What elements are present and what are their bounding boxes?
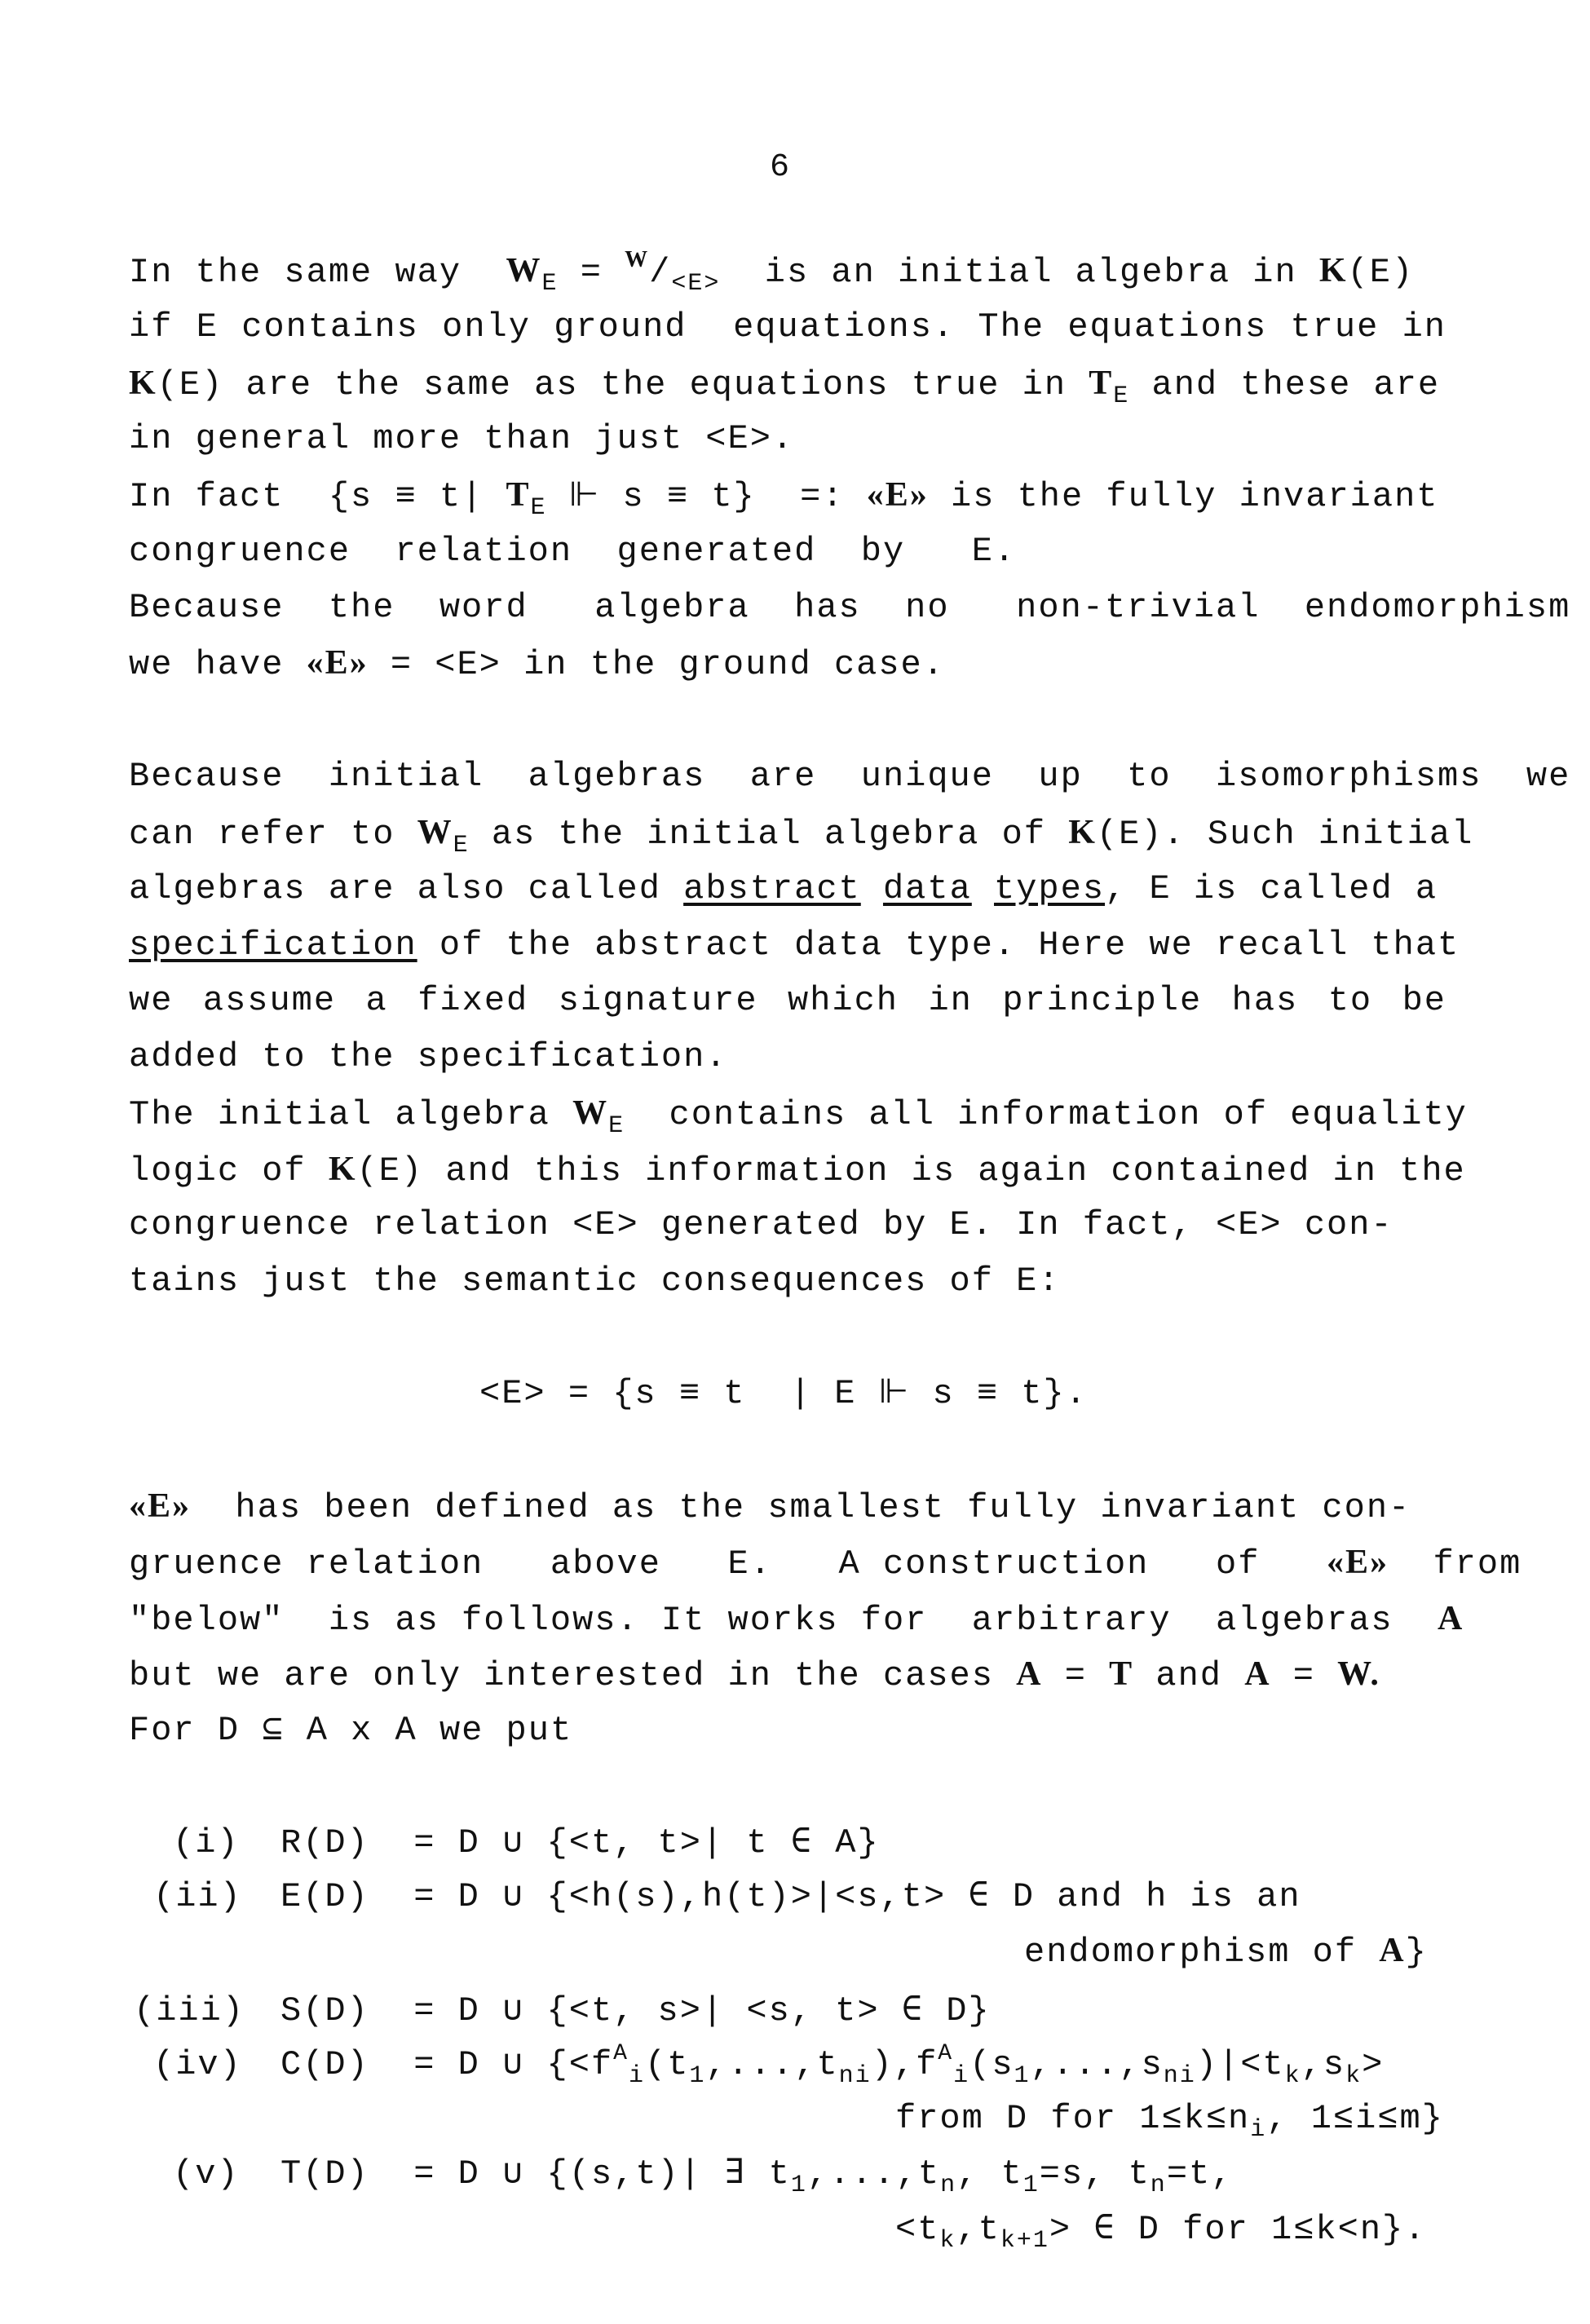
p1-line-4: in general more than just <E>. [129, 419, 795, 458]
p3-line-2: gruence relation above E. A construction of «E» from [129, 1544, 1522, 1584]
display-formula: <E> = {s ≡ t | E ⊩ s ≡ t}. [479, 1374, 1088, 1413]
rule-ii-cont: endomorphism of A} [1024, 1932, 1428, 1972]
p1-line-1: In the same way $W_E = ^W/_{<E>}$ is an initial algebra in K(E) [129, 247, 1415, 298]
rule-v-cont: $<t_k,t_{k+1}>$ ∈ D for 1≤k<n}. [895, 2210, 1427, 2255]
p1-line-6: congruence relation generated by E. [129, 532, 1017, 571]
rule-i-body: R(D) = D ∪ {<t, t>| t ∈ A} [280, 1823, 880, 1862]
rule-iv-body: C(D) = D ∪ {$<f^A_i(t_1,...,t_{ni}),f^A_i(s_1,...,s_{ni})|<t_k,s_k>$ [280, 2041, 1385, 2090]
rule-i-label: (i) [173, 1823, 240, 1862]
p2-line-9: congruence relation <E> generated by E. In fact, <E> con- [129, 1205, 1393, 1244]
p1-line-3: K(E) are the same as the equations true in $T_E$ and these are [129, 365, 1441, 410]
p2-line-4: specification of the abstract data type. Here we recall that [129, 926, 1460, 965]
p3-line-5: For D ⊆ A x A we put [129, 1711, 573, 1750]
rule-iv-cont: from D for $1\le k\le n_i$, 1≤i≤m} [895, 2099, 1444, 2144]
p1-line-8: we have «E» = <E> in the ground case. [129, 644, 945, 684]
p3-line-1: «E» has been defined as the smallest fully invariant con- [129, 1487, 1411, 1527]
p1-line-7: Because the word algebra has no non-trivial endomorphism [129, 588, 1571, 627]
p2-line-3: algebras are also called abstract data types, E is called a [129, 869, 1438, 908]
p2-line-5: we assume a fixed signature which in principle has to be [129, 981, 1446, 1020]
p2-line-1: Because initial algebras are unique up to isomorphisms we [129, 757, 1571, 796]
p2-line-10: tains just the semantic consequences of E: [129, 1261, 1061, 1301]
p2-line-8: logic of K(E) and this information is again contained in the [129, 1151, 1466, 1191]
p1-line-5: In fact {s ≡ t| $T_E$ ⊩ s ≡ t} =: «E» is the fully invariant [129, 476, 1439, 522]
p2-line-2: can refer to $W_E$ as the initial algebra of K(E). Such initial [129, 814, 1474, 859]
page-number: 6 [770, 149, 790, 186]
p2-line-7: The initial algebra $W_E$ contains all information of equality [129, 1094, 1468, 1140]
rule-iii-body: S(D) = D ∪ {<t, s>| <s, t> ∈ D} [280, 1991, 991, 2030]
rule-ii-body: E(D) = D ∪ {<h(s),h(t)>|<s,t> ∈ D and h is an [280, 1877, 1301, 1916]
p2-line-6: added to the specification. [129, 1037, 728, 1076]
rule-v-label: (v) [173, 2154, 240, 2194]
p3-line-3: "below" is as follows. It works for arbitrary algebras A [129, 1600, 1464, 1640]
rule-iv-label: (iv) [153, 2045, 242, 2084]
rule-ii-label: (ii) [153, 1877, 242, 1916]
p1-line-2: if E contains only ground equations. The equations true in [129, 307, 1446, 347]
rule-v-body: T(D) = D ∪ {(s,t)| ∃ $t_1,...,t_n$, $t_1=s$, $t_n=t$, [280, 2154, 1234, 2199]
rule-iii-label: (iii) [134, 1991, 245, 2030]
p3-line-4: but we are only interested in the cases A = T and A = W. [129, 1655, 1380, 1695]
